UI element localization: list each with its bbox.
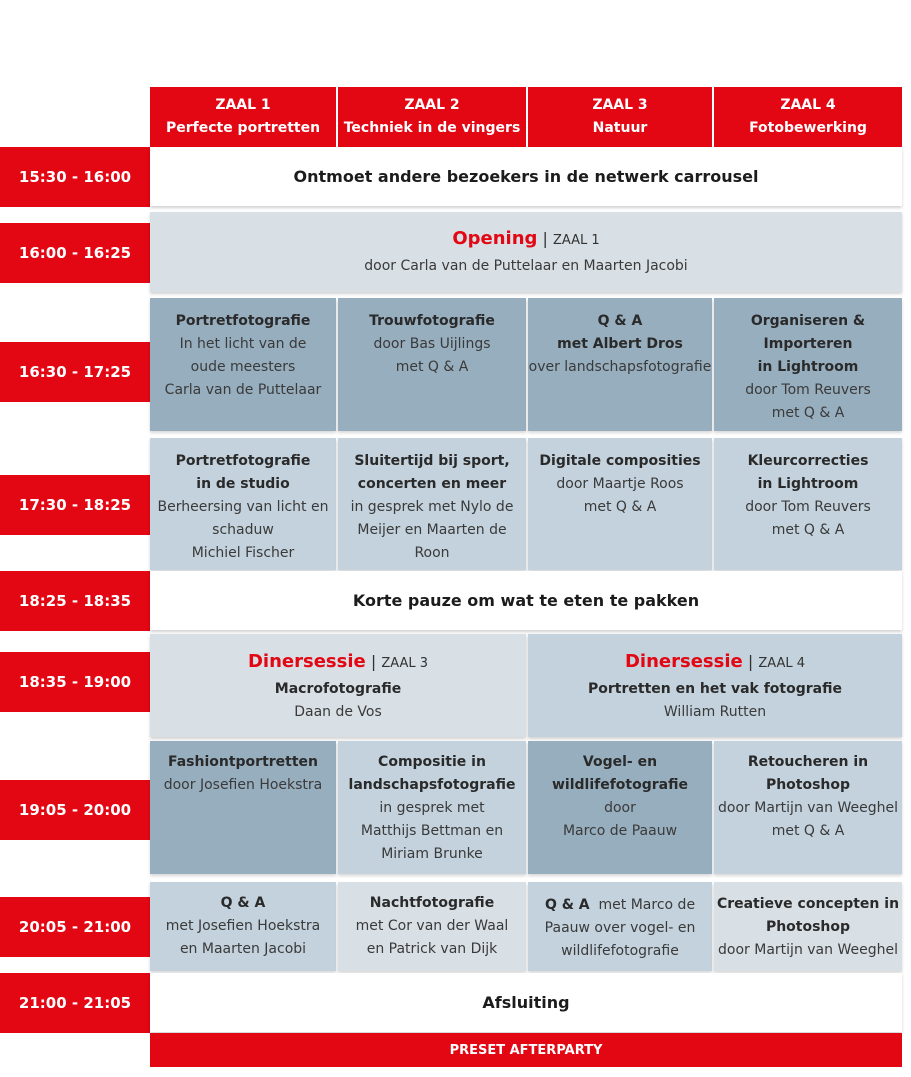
session-speaker: met Cor van der Waal — [355, 918, 509, 934]
opening-title: Opening — [452, 228, 538, 249]
time-slot: 15:30 - 16:00 — [0, 147, 150, 207]
session-speaker: Michiel Fischer — [191, 545, 295, 561]
session-speaker: door Martijn van Weeghel — [718, 800, 898, 816]
session-speaker: Carla van de Puttelaar — [164, 382, 322, 398]
session-line: wildlifefotografie — [561, 943, 679, 959]
session-nachtfotografie — [338, 882, 526, 971]
header-zaal-2-label: ZAAL 2 — [404, 97, 460, 113]
session-speaker: door Tom Reuvers — [745, 382, 871, 398]
session-line: schaduw — [212, 522, 274, 538]
time-slot: 21:00 - 21:05 — [0, 973, 150, 1033]
session-fashionportretten — [150, 741, 336, 874]
session-speaker: door Maartje Roos — [556, 476, 684, 492]
diner-room: ZAAL 4 — [758, 655, 806, 671]
session-speaker: en Maarten Jacobi — [179, 941, 307, 957]
session-title: Trouwfotografie — [369, 313, 495, 329]
session-qa-albert-dros — [528, 298, 712, 431]
time-slot: 16:00 - 16:25 — [0, 223, 150, 283]
networking-text: Ontmoet andere bezoekers in de netwerk carrousel — [293, 167, 759, 186]
header-zaal-1-label: ZAAL 1 — [215, 97, 271, 113]
session-line: over landschapsfotografie — [528, 359, 712, 375]
session-organiseren-lightroom — [714, 298, 902, 431]
session-speaker: door Tom Reuvers — [745, 499, 871, 515]
opening-speakers: door Carla van de Puttelaar en Maarten Jacobi — [364, 258, 688, 274]
closing-band — [150, 973, 902, 1032]
session-speaker: Matthijs Bettman en — [360, 823, 504, 839]
session-line: in gesprek met Nylo de — [350, 499, 514, 515]
session-line: door — [604, 800, 636, 816]
session-title: wildlifefotografie — [551, 777, 688, 793]
session-title: concerten en meer — [357, 476, 507, 492]
header-zaal-4-label: ZAAL 4 — [780, 97, 836, 113]
session-title: Portretfotografie — [175, 453, 311, 469]
opening-heading — [452, 226, 599, 254]
header-zaal-4 — [714, 87, 902, 147]
session-line: met Q & A — [771, 823, 845, 839]
session-line: in gesprek met — [379, 800, 485, 816]
header-zaal-3 — [528, 87, 712, 147]
session-title: Sluitertijd bij sport, — [354, 453, 510, 469]
session-speaker: met Josefien Hoekstra — [165, 918, 321, 934]
session-title: Fashiontportretten — [167, 754, 319, 770]
time-slot: 18:25 - 18:35 — [0, 571, 150, 631]
session-line: met Q & A — [395, 359, 469, 375]
time-slot: 20:05 - 21:00 — [0, 897, 150, 957]
session-title: Portretfotografie — [175, 313, 311, 329]
session-title: Kleurcorrecties — [747, 453, 869, 469]
time-slot: 18:35 - 19:00 — [0, 652, 150, 712]
header-zaal-3-theme: Natuur — [592, 120, 648, 136]
session-speaker: Miriam Brunke — [381, 846, 483, 862]
closing-text: Afsluiting — [482, 993, 570, 1012]
time-slot: 16:30 - 17:25 — [0, 342, 150, 402]
diner-room: ZAAL 3 — [381, 655, 429, 671]
opening-separator: | — [542, 229, 548, 248]
session-title: in de studio — [196, 476, 290, 492]
session-compositie-landschap — [338, 741, 526, 874]
session-line: met Q & A — [583, 499, 657, 515]
header-zaal-1 — [150, 87, 336, 147]
session-title: Creatieve concepten in — [716, 896, 900, 912]
opening-band — [150, 212, 902, 292]
session-kleurcorrecties — [714, 438, 902, 570]
session-title: Digitale composities — [539, 453, 701, 469]
session-title: in Lightroom — [757, 476, 859, 492]
session-title: Retoucheren in — [747, 754, 869, 770]
session-title: landschapsfotografie — [348, 777, 516, 793]
session-portret-studio — [150, 438, 336, 570]
networking-band — [150, 147, 902, 206]
diner-topic: Portretten en het vak fotografie — [588, 680, 842, 697]
header-zaal-4-theme: Fotobewerking — [749, 120, 867, 136]
session-title: Nachtfotografie — [369, 895, 495, 911]
session-line: oude meesters — [190, 359, 296, 375]
time-slot: 19:05 - 20:00 — [0, 780, 150, 840]
session-title: in Lightroom — [757, 359, 859, 375]
diner-title: Dinersessie — [624, 650, 743, 672]
session-speaker: met Marco de — [589, 897, 696, 913]
diner-speaker: William Rutten — [663, 703, 767, 720]
session-title: Photoshop — [765, 777, 851, 793]
session-title: Vogel- en — [582, 754, 658, 770]
session-speaker: door Bas Uijlings — [373, 336, 491, 352]
session-line: Paauw over vogel- en — [544, 920, 696, 936]
session-speaker: en Patrick van Dijk — [366, 941, 498, 957]
session-speaker: door Josefien Hoekstra — [163, 777, 323, 793]
session-line: Berheersing van licht en — [157, 499, 329, 515]
diner-separator: | — [747, 651, 754, 671]
session-line — [545, 894, 695, 917]
session-title: Compositie in — [378, 754, 486, 770]
diner-title: Dinersessie — [247, 650, 366, 672]
session-trouwfotografie — [338, 298, 526, 431]
session-speaker: Marco de Paauw — [562, 823, 678, 839]
session-line: met Q & A — [771, 522, 845, 538]
header-zaal-2 — [338, 87, 526, 147]
diner-speaker: Daan de Vos — [294, 703, 382, 720]
session-retoucheren — [714, 741, 902, 874]
session-speaker: Meijer en Maarten de Roon — [357, 522, 507, 561]
time-slot: 17:30 - 18:25 — [0, 475, 150, 535]
session-line: In het licht van de — [179, 336, 307, 352]
header-zaal-1-theme: Perfecte portretten — [165, 120, 321, 136]
afterparty-text: PRESET AFTERPARTY — [449, 1042, 603, 1058]
session-qa-marco — [528, 882, 712, 971]
header-zaal-3-label: ZAAL 3 — [592, 97, 648, 113]
session-line: met Q & A — [771, 405, 845, 421]
diner-heading — [248, 648, 428, 678]
session-vogel-wildlife — [528, 741, 712, 874]
diner-zaal-3 — [150, 634, 526, 737]
session-digitale-composities — [528, 438, 712, 570]
session-title: Photoshop — [765, 919, 851, 935]
afterparty-banner — [150, 1033, 902, 1067]
diner-heading — [625, 648, 805, 678]
opening-room: ZAAL 1 — [552, 233, 600, 248]
session-portretfotografie — [150, 298, 336, 431]
session-speaker: door Martijn van Weeghel — [718, 942, 898, 958]
session-title: Q & A — [220, 895, 266, 911]
session-creatieve-concepten — [714, 882, 902, 971]
session-title: Q & A — [597, 313, 643, 329]
session-title: Importeren — [763, 336, 853, 352]
pause-band — [150, 571, 902, 630]
session-title: Organiseren & — [750, 313, 866, 329]
session-speaker: met Albert Dros — [557, 336, 683, 352]
diner-zaal-4 — [528, 634, 902, 737]
header-zaal-2-theme: Techniek in de vingers — [343, 120, 521, 136]
session-title: Q & A — [544, 897, 590, 913]
diner-separator: | — [370, 651, 377, 671]
session-qa-josefien — [150, 882, 336, 971]
diner-topic: Macrofotografie — [274, 680, 402, 697]
session-sluitertijd — [338, 438, 526, 570]
pause-text: Korte pauze om wat te eten te pakken — [352, 591, 700, 610]
